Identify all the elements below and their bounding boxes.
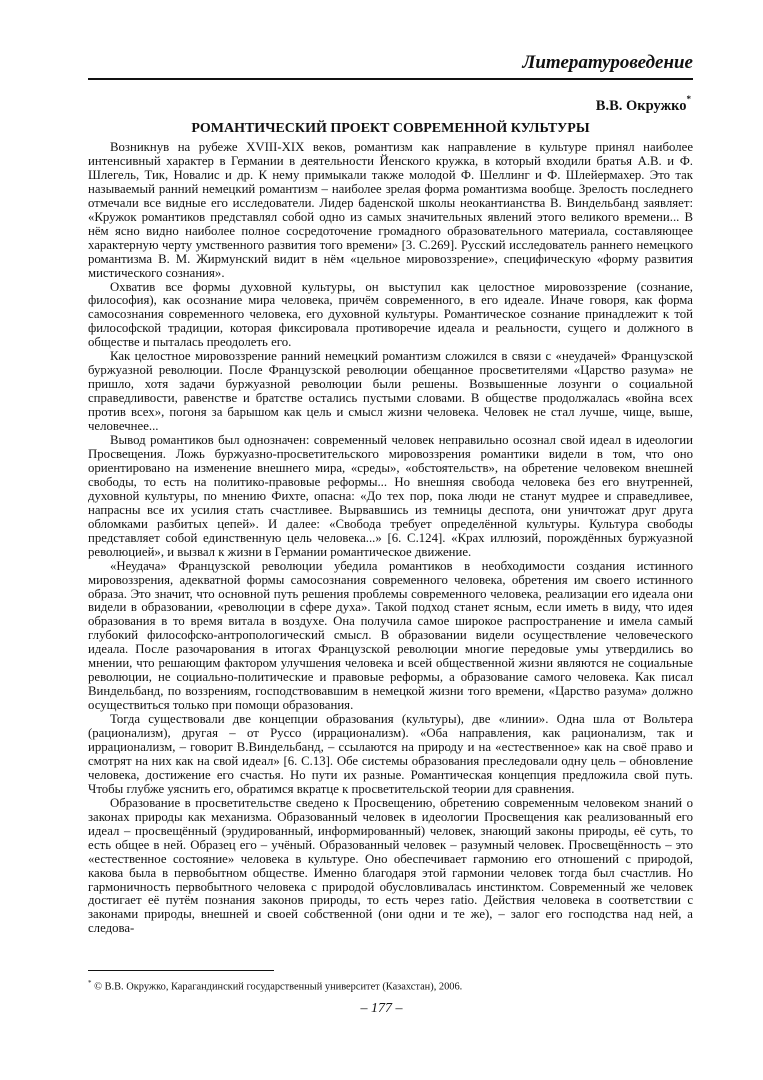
article-title: РОМАНТИЧЕСКИЙ ПРОЕКТ СОВРЕМЕННОЙ КУЛЬТУРЫ <box>191 121 590 136</box>
paragraph: Образование в просветительстве сведено к Просвещению, обретению современным человеком знаний о законах природы как механизма. Образованный человек в идеологии Просвещения как реализованный его идеал – просвещённый (эрудированный, информированный) человек, знающий законы природы, её суть, то есть общее в ней. Образец его – учёный. Образованный человек – разумный человек. Просвещённость – это «естественное состояние» человека в культуре. Оно обеспечивает гармонию его отношений с природой, какова была в первобытном обществе. Именно благодаря этой гармонии человек тогда был счастлив. Но гармоничность первобытного человека с природой обусловливалась инстинктом. Современный же человек достигает её путём познания законов природы, то есть через ratio. Действия человека в соответствии с законами природы, внешней и своей собственной (они одни и те же), – залог его господства над ней, а следова- <box>88 795 693 936</box>
paragraph: Охватив все формы духовной культуры, он выступил как целостное мировоззрение (сознание, философия), как осознание мира человека, причём современного, в его идеале. Иначе говоря, как форма самосознания современного человека, его духовной культуры. Романтическое сознание принадлежит к той философской традиции, которая фиксировала противоречие идеала и реальности, сущего и должного в обществе и пыталась преодолеть его. <box>88 279 693 350</box>
footnote-mark: * <box>88 979 92 987</box>
paragraph: Как целостное мировоззрение ранний немецкий романтизм сложился в связи с «неудачей» Французской буржуазной революции. После Французской революции обещанное просветителями «Царство разума» не пришло, хотя задачи буржуазной революции были решены. Возвышенные лозунги о социальной справедливости, равенстве и братстве остались пустыми словами. В обществе продолжалась «война всех против всех», погоня за барышом как цель и смысл жизни человека. Человек не стал лучше, чище, выше, человечнее... <box>88 349 693 434</box>
author-line <box>596 92 691 115</box>
section-header: Литературоведение <box>522 52 693 73</box>
paragraph: Тогда существовали две концепции образования (культуры), две «линии». Одна шла от Вольтера (рационализм), другая – от Руссо (иррационализм). «Оба направления, как рационализм, так и иррационализм, – говорит В.Виндельбанд, – ссылаются на природу и на «естественное» как на своё право и смотрят на них как на свой идеал» [6. С.13]. Обе системы образования преследовали одну цель – обновление человека, достижение его счастья. Но пути их разные. Романтическая концепция предложила свой путь. Чтобы глубже уяснить его, обратимся вкратце к просветительской теории для сравнения. <box>88 712 693 796</box>
footnote-rule <box>88 970 274 971</box>
paragraph: Возникнув на рубеже XVIII-XIX веков, романтизм как направление в культуре принял наиболее интенсивный характер в Германии в деятельности Йенского кружка, в который входили братья А.В. и Ф. Шлегель, Тик, Новалис и др. К нему примыкали также молодой Ф. Шеллинг и Ф. Шлейермахер. Это так называемый ранний немецкий романтизм – наиболее зрелая форма романтизма вообще. Зрелость последнего отмечали все видные его исследователи. Лидер баденской школы неокантианства В. Виндельбанд заявляет: «Кружок романтиков представлял собой одно из самых значительных явлений этого великого времени... В нём ясно видно наиболее полное сосредоточение громадного образовательного материала, составляющее характерную черту умственного развития того времени» [3. С.269]. Русский исследователь раннего немецкого романтизма В. М. Жирмунский видит в нём «цельное мировоззрение», специфическую «форму развития мистического сознания». <box>88 141 693 280</box>
paragraph: Вывод романтиков был однозначен: современный человек неправильно осознал свой идеал в идеологии Просвещения. Ложь буржуазно-просветительского мировоззрения романтики видели в том, что оно ориентировано на изменение внешнего мира, «среды», «обстоятельств», на обретение человеком внешней свободы, то есть на политико-правовые реформы... Но внешняя свобода человека без его внутренней, духовной культуры, по мнению Фихте, опасна: «До тех пор, пока люди не станут мудрее и справедливее, напрасны все их усилия стать счастливее. Вырвавшись из темницы деспота, они уничтожат друг друга обломками разбитых цепей». И далее: «Свобода требует определённой культуры. Культура свободы представляет собой единственную цель человека...» [6. С.124]. «Крах иллюзий, порождённых буржуазной революцией», и вызвал к жизни в Германии романтическое движение. <box>88 433 693 559</box>
header-rule <box>88 78 693 80</box>
footnote <box>88 977 693 993</box>
article-body <box>88 141 693 979</box>
author-name: В.В. Окружко <box>595 97 687 114</box>
paragraph: «Неудача» Французской революции убедила романтиков в необходимости создания истинного мировоззрения, адекватной формы самосознания современного человека, обретения им своего истинного образа. Это значит, что основной путь решения проблемы современного человека, реализации его идеала они видели в образовании, «революции в сфере духа». Такой подход станет ясным, если иметь в виду, что идея образования в то время витала в воздухе. Она получила самое широкое распространение и имела самый глубокий философско-антропологический смысл. В образовании видели осуществление человеческого идеала. После разочарования в итогах Французской революции многие передовые умы утвердились во мнении, что решающим фактором улучшения человека и всей общественной жизни являются не социальные революции, не социально-политические и правовые реформы, а образование самого человека. Как писал Виндельбанд, по воззрениям, господствовавшим в немецкой жизни того времени, «Царство разума» должно осуществиться только при помощи образования. <box>88 558 693 713</box>
author-footnote-mark: * <box>686 94 691 104</box>
footnote-text: © В.В. Окружко, Карагандинский государственный университет (Казахстан), 2006. <box>94 981 463 993</box>
page-number: – 177 – <box>360 1001 403 1016</box>
